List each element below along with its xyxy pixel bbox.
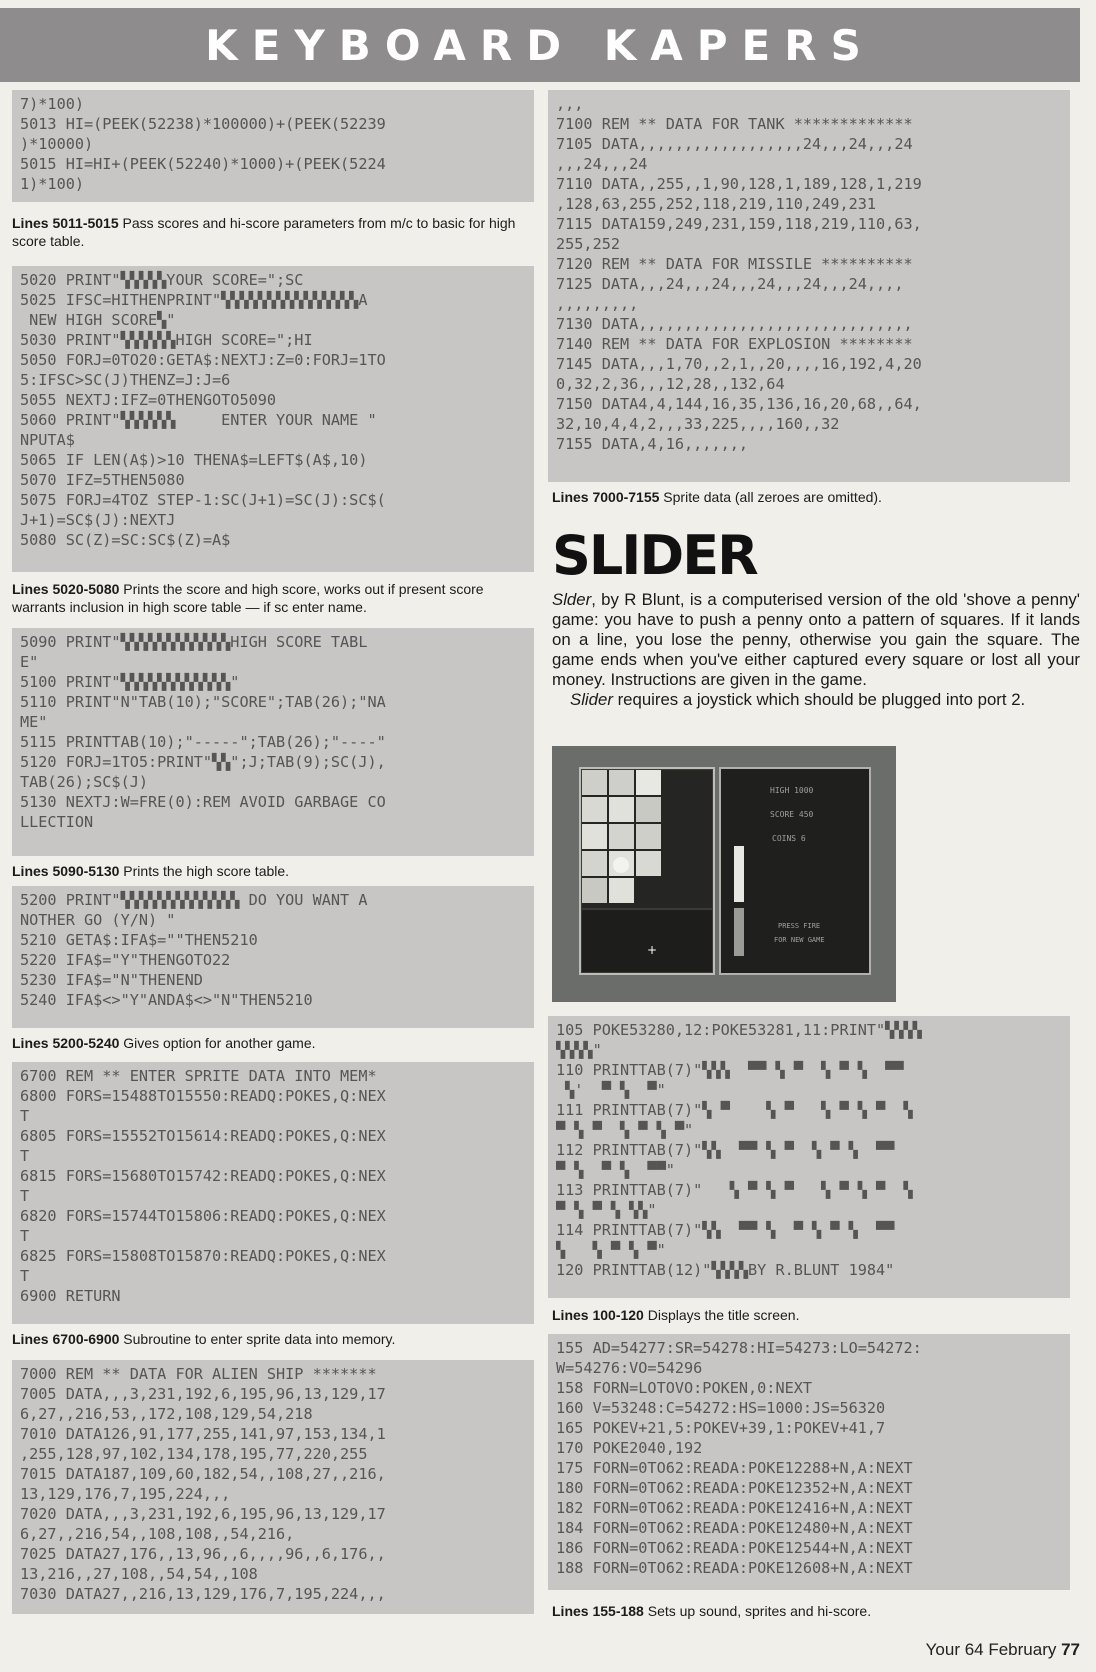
screen-newgame: FOR NEW GAME <box>774 936 825 944</box>
code-line: 7125 DATA,,,24,,,24,,,24,,,24,,,24,,,, <box>556 275 904 293</box>
code-line: 7015 DATA187,109,60,182,54,,108,27,,216, <box>20 1465 386 1483</box>
code-line: 32,10,4,4,2,,,33,225,,,,160,,32 <box>556 415 840 433</box>
caption <box>12 862 532 880</box>
caption-text: Displays the title screen. <box>643 1307 800 1323</box>
code-line: 120 PRINTTAB(12)"▚▚▚▚BY R.BLUNT 1984" <box>556 1261 895 1279</box>
code-line: 1)*100) <box>20 175 85 193</box>
code-line: ▀ ▚ ▀ ▚ ▀ ▚ ▀" <box>556 1121 694 1139</box>
code-line: ME" <box>20 713 48 731</box>
code-line: ,,,24,,,24 <box>556 155 648 173</box>
code-line: 114 PRINTTAB(7)"▚▚ ▀▀ ▚ ▀ ▚ ▀ ▚ ▀▀ <box>556 1221 895 1239</box>
code-line: 5025 IFSC=HITHENPRINT"▚▚▚▚▚▚▚▚▚▚▚▚▚▚▚A <box>20 291 368 309</box>
code-line: 6700 REM ** ENTER SPRITE DATA INTO MEM* <box>20 1067 377 1085</box>
header-banner <box>0 8 1080 82</box>
code-line: 5030 PRINT"▚▚▚▚▚▚HIGH SCORE=";HI <box>20 331 313 349</box>
code-line: NPUTA$ <box>20 431 75 449</box>
code-block <box>548 1016 1070 1298</box>
code-line: NEW HIGH SCORE▚" <box>20 311 176 329</box>
code-line: ,,, <box>556 95 584 113</box>
caption <box>12 214 532 250</box>
code-line: 7)*100) <box>20 95 85 113</box>
code-line: 13,216,,27,108,,54,54,,108 <box>20 1565 258 1583</box>
article-emphasis: Slder <box>552 590 592 609</box>
caption <box>552 1306 1072 1324</box>
code-line: 155 AD=54277:SR=54278:HI=54273:LO=54272: <box>556 1339 922 1357</box>
code-line: 5110 PRINT"N"TAB(10);"SCORE";TAB(26);"NA <box>20 693 386 711</box>
article-emphasis: Slider <box>570 690 613 709</box>
article-title: SLIDER <box>552 524 757 587</box>
code-block <box>12 90 534 202</box>
code-line: ▀ ▚ ▀ ▚ ▀▀" <box>556 1161 675 1179</box>
code-line: 6805 FORS=15552TO15614:READQ:POKES,Q:NEX <box>20 1127 386 1145</box>
code-line: T <box>20 1147 30 1165</box>
code-line: 110 PRINTTAB(7)"▚▚▚ ▀▀ ▚ ▀ ▚ ▀ ▚ ▀▀ <box>556 1061 904 1079</box>
code-line: ▚ ▚ ▀ ▚ ▀" <box>556 1241 666 1259</box>
caption-text: Gives option for another game. <box>119 1035 316 1051</box>
code-line: ,,,,,,,,, <box>556 295 639 313</box>
code-line: 7010 DATA126,91,177,255,141,97,153,134,1 <box>20 1425 386 1443</box>
code-line: LLECTION <box>20 813 94 831</box>
code-line: 7030 DATA27,,216,13,129,176,7,195,224,,, <box>20 1585 386 1603</box>
code-block <box>12 886 534 1028</box>
code-line: 5220 IFA$="Y"THENGOTO22 <box>20 951 231 969</box>
code-line: 7110 DATA,,255,,1,90,128,1,189,128,1,219 <box>556 175 922 193</box>
code-line: 5130 NEXTJ:W=FRE(0):REM AVOID GARBAGE CO <box>20 793 386 811</box>
article-paragraph <box>552 590 1080 690</box>
caption-lines: Lines 5020-5080 <box>12 581 120 597</box>
code-line: 5055 NEXTJ:IFZ=0THENGOTO5090 <box>20 391 277 409</box>
code-line: 5070 IFZ=5THEN5080 <box>20 471 185 489</box>
code-line: E" <box>20 653 39 671</box>
code-line: 5080 SC(Z)=SC:SC$(Z)=A$ <box>20 531 231 549</box>
code-line: 184 FORN=0TO62:READA:POKE12480+N,A:NEXT <box>556 1519 913 1537</box>
code-line: 5120 FORJ=1TO5:PRINT"▚▚";J;TAB(9);SC(J), <box>20 753 386 771</box>
code-line: ,255,128,97,102,134,178,195,77,220,255 <box>20 1445 368 1463</box>
code-line: 165 POKEV+21,5:POKEV+39,1:POKEV+41,7 <box>556 1419 886 1437</box>
code-line: 255,252 <box>556 235 621 253</box>
code-line: 188 FORN=0TO62:READA:POKE12608+N,A:NEXT <box>556 1559 913 1577</box>
code-line: 7105 DATA,,,,,,,,,,,,,,,,,,24,,,24,,,24 <box>556 135 913 153</box>
code-line: 5013 HI=(PEEK(52238)*100000)+(PEEK(52239 <box>20 115 386 133</box>
code-line: 7150 DATA4,4,144,16,35,136,16,20,68,,64, <box>556 395 922 413</box>
screen-hiscore: HIGH 1000 <box>770 786 814 795</box>
page-footer <box>926 1640 1080 1660</box>
code-line: 7130 DATA,,,,,,,,,,,,,,,,,,,,,,,,,,,,,, <box>556 315 913 333</box>
article-text: requires a joystick which should be plugged into port 2. <box>612 690 1026 709</box>
code-line: 180 FORN=0TO62:READA:POKE12352+N,A:NEXT <box>556 1479 913 1497</box>
caption-text: Prints the high score table. <box>119 863 290 879</box>
code-block <box>12 1062 534 1324</box>
code-line: 6815 FORS=15680TO15742:READQ:POKES,Q:NEX <box>20 1167 386 1185</box>
code-line: 5050 FORJ=0TO20:GETA$:NEXTJ:Z=0:FORJ=1TO <box>20 351 386 369</box>
code-line: 113 PRINTTAB(7)" ▚ ▀ ▚ ▀ ▚ ▀ ▚ ▀ ▚ <box>556 1181 913 1199</box>
code-line: 158 FORN=LOTOVO:POKEN,0:NEXT <box>556 1379 813 1397</box>
code-line: 5060 PRINT"▚▚▚▚▚▚ ENTER YOUR NAME " <box>20 411 377 429</box>
header-title: KEYBOARD KAPERS <box>205 20 875 70</box>
code-line: 5240 IFA$<>"Y"ANDA$<>"N"THEN5210 <box>20 991 313 1009</box>
code-line: T <box>20 1227 30 1245</box>
code-line: 170 POKE2040,192 <box>556 1439 703 1457</box>
code-line: 6825 FORS=15808TO15870:READQ:POKES,Q:NEX <box>20 1247 386 1265</box>
caption-lines: Lines 100-120 <box>552 1307 644 1323</box>
code-line: 5230 IFA$="N"THENEND <box>20 971 203 989</box>
article-paragraph <box>552 690 1080 710</box>
caption <box>552 1602 1072 1620</box>
code-line: TAB(26);SC$(J) <box>20 773 149 791</box>
caption-lines: Lines 155-188 <box>552 1603 644 1619</box>
code-line: 5015 HI=HI+(PEEK(52240)*1000)+(PEEK(5224 <box>20 155 386 173</box>
code-line: 0,32,2,36,,,12,28,,132,64 <box>556 375 785 393</box>
code-line: 112 PRINTTAB(7)"▚▚ ▀▀ ▚ ▀ ▚ ▀ ▚ ▀▀ <box>556 1141 895 1159</box>
code-line: ▀ ▚ ▀ ▚ ▚▚" <box>556 1201 657 1219</box>
code-line: 7020 DATA,,,3,231,192,6,195,96,13,129,17 <box>20 1505 386 1523</box>
code-line: 182 FORN=0TO62:READA:POKE12416+N,A:NEXT <box>556 1499 913 1517</box>
code-line: 186 FORN=0TO62:READA:POKE12544+N,A:NEXT <box>556 1539 913 1557</box>
screen-score: SCORE 450 <box>770 810 814 819</box>
code-line: T <box>20 1267 30 1285</box>
code-line: 7100 REM ** DATA FOR TANK ************* <box>556 115 913 133</box>
code-line: 7005 DATA,,,3,231,192,6,195,96,13,129,17 <box>20 1385 386 1403</box>
caption-text: Subroutine to enter sprite data into memory. <box>119 1331 396 1347</box>
caption <box>12 580 532 616</box>
code-line: ▚' ▀ ▚ ▀" <box>556 1081 666 1099</box>
code-line: 7025 DATA27,176,,13,96,,6,,,,96,,6,176,, <box>20 1545 386 1563</box>
code-line: 5075 FORJ=4TOZ STEP-1:SC(J+1)=SC(J):SC$( <box>20 491 386 509</box>
code-line: W=54276:VO=54296 <box>556 1359 703 1377</box>
code-line: 5020 PRINT"▚▚▚▚▚YOUR SCORE=";SC <box>20 271 304 289</box>
code-block <box>12 1360 534 1614</box>
article-body <box>552 590 1080 710</box>
code-line: 5200 PRINT"▚▚▚▚▚▚▚▚▚▚▚▚▚ DO YOU WANT A <box>20 891 368 909</box>
screen-press: PRESS FIRE <box>778 922 821 930</box>
code-line: 6820 FORS=15744TO15806:READQ:POKES,Q:NEX <box>20 1207 386 1225</box>
code-block <box>12 266 534 572</box>
code-line: ▚▚▚▚" <box>556 1041 602 1059</box>
code-line: 5210 GETA$:IFA$=""THEN5210 <box>20 931 258 949</box>
code-line: T <box>20 1187 30 1205</box>
screen-coins: COINS 6 <box>772 834 806 843</box>
caption <box>12 1330 532 1348</box>
caption-text: Sprite data (all zeroes are omitted). <box>659 489 882 505</box>
code-line: ,128,63,255,252,118,219,110,249,231 <box>556 195 877 213</box>
code-block <box>12 628 534 856</box>
caption <box>552 488 1072 506</box>
code-line: 5115 PRINTTAB(10);"-----";TAB(26);"----" <box>20 733 386 751</box>
code-line: 5100 PRINT"▚▚▚▚▚▚▚▚▚▚▚▚" <box>20 673 240 691</box>
caption <box>12 1034 532 1052</box>
caption-lines: Lines 5011-5015 <box>12 215 119 231</box>
footer-magazine: Your 64 February <box>925 1640 1062 1659</box>
game-screenshot <box>552 746 896 1002</box>
code-line: 7155 DATA,4,16,,,,,,, <box>556 435 749 453</box>
code-line: )*10000) <box>20 135 94 153</box>
code-line: 6,27,,216,53,,172,108,129,54,218 <box>20 1405 313 1423</box>
code-line: 7140 REM ** DATA FOR EXPLOSION ******** <box>556 335 913 353</box>
code-line: 7000 REM ** DATA FOR ALIEN SHIP ******* <box>20 1365 377 1383</box>
caption-text: Prints the score and high score, works out if present score warrants inclusion in high score table — if sc enter name. <box>12 581 484 615</box>
code-line: 5:IFSC>SC(J)THENZ=J:J=6 <box>20 371 231 389</box>
code-line: 7120 REM ** DATA FOR MISSILE ********** <box>556 255 913 273</box>
code-line: NOTHER GO (Y/N) " <box>20 911 176 929</box>
code-line: 7145 DATA,,,1,70,,2,1,,20,,,,16,192,4,20 <box>556 355 922 373</box>
code-line: 6,27,,216,54,,108,108,,54,216, <box>20 1525 295 1543</box>
caption-lines: Lines 7000-7155 <box>552 489 660 505</box>
caption-text: Pass scores and hi-score parameters from m/c to basic for high score table. <box>12 215 516 249</box>
code-line: 5065 IF LEN(A$)>10 THENA$=LEFT$(A$,10) <box>20 451 368 469</box>
code-line: 105 POKE53280,12:POKE53281,11:PRINT"▚▚▚▚ <box>556 1021 922 1039</box>
code-line: 7115 DATA159,249,231,159,118,219,110,63, <box>556 215 922 233</box>
code-line: 160 V=53248:C=54272:HS=1000:JS=56320 <box>556 1399 886 1417</box>
code-block <box>548 90 1070 482</box>
page-number: 77 <box>1061 1640 1080 1659</box>
caption-lines: Lines 5090-5130 <box>12 863 120 879</box>
caption-lines: Lines 6700-6900 <box>12 1331 120 1347</box>
code-line: T <box>20 1107 30 1125</box>
code-line: 13,129,176,7,195,224,,, <box>20 1485 231 1503</box>
svg-text:+: + <box>647 943 658 957</box>
code-line: 6800 FORS=15488TO15550:READQ:POKES,Q:NEX <box>20 1087 386 1105</box>
caption-lines: Lines 5200-5240 <box>12 1035 120 1051</box>
code-line: 111 PRINTTAB(7)"▚ ▀ ▚ ▀ ▚ ▀ ▚ ▀ ▚ <box>556 1101 913 1119</box>
article-text: , by R Blunt, is a computerised version of the old 'shove a penny' game: you have to push a penny onto a pattern of squares. If it lands on a line, you lose the penny, otherwise you gain the square. The game ends when you've either captured every square or lost all your money. Instructions are given in the game. <box>552 590 1080 689</box>
code-line: 5090 PRINT"▚▚▚▚▚▚▚▚▚▚▚▚HIGH SCORE TABL <box>20 633 368 651</box>
code-line: J+1)=SC$(J):NEXTJ <box>20 511 176 529</box>
code-line: 6900 RETURN <box>20 1287 121 1305</box>
game-screenshot-image <box>552 746 896 1002</box>
code-line: 175 FORN=0TO62:READA:POKE12288+N,A:NEXT <box>556 1459 913 1477</box>
caption-text: Sets up sound, sprites and hi-score. <box>643 1603 872 1619</box>
code-block <box>548 1334 1070 1590</box>
